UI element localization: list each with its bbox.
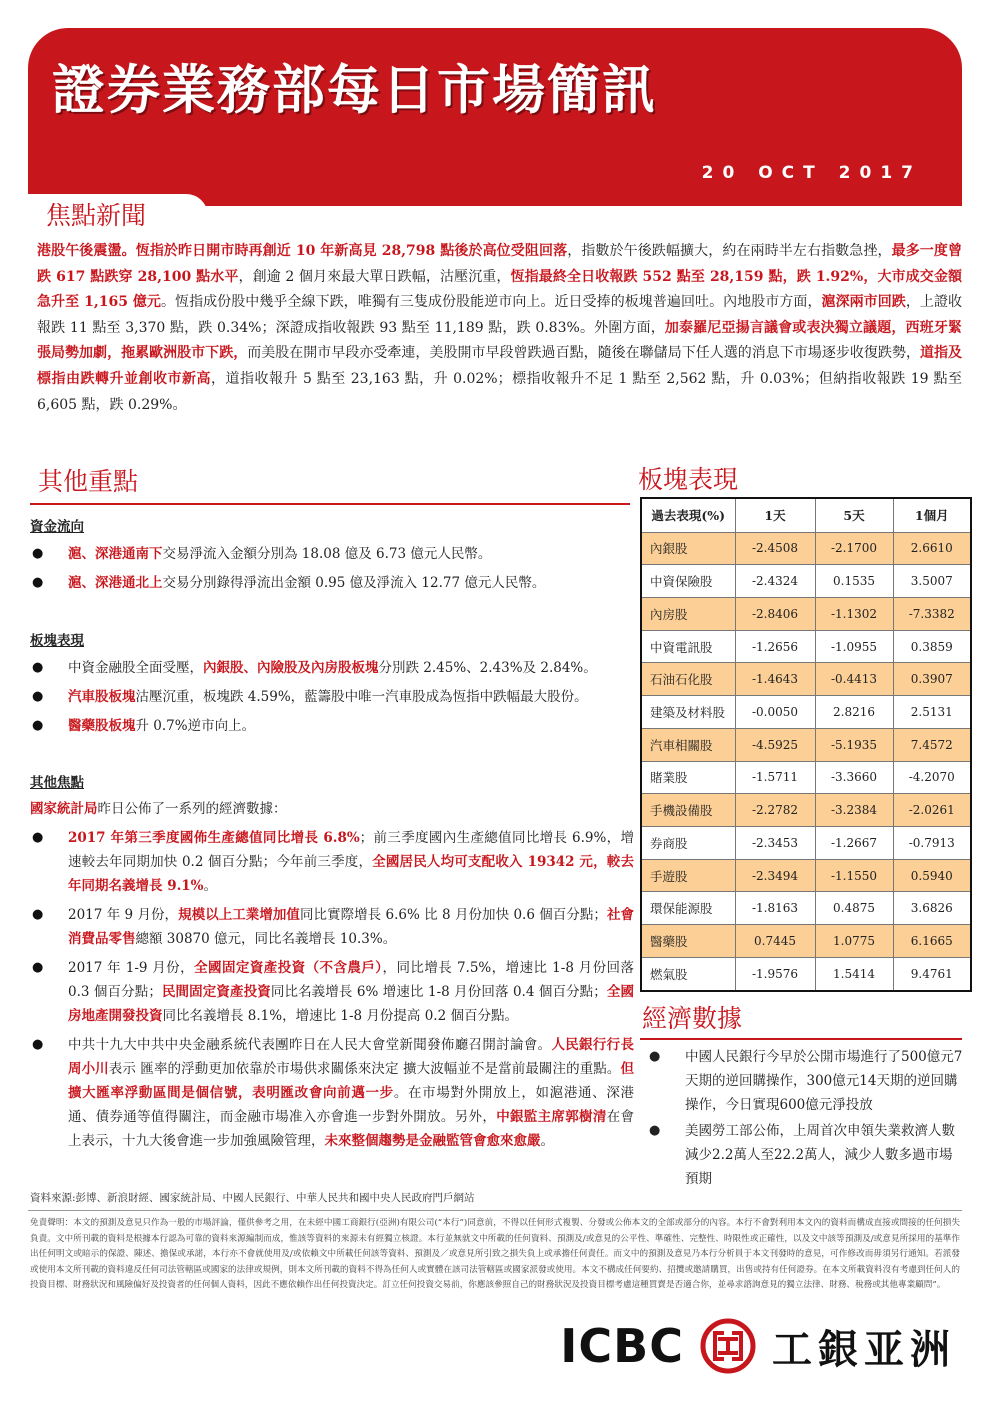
body-text: 中共十九大中共中央金融系統代表團昨日在人民大會堂新聞發佈廳召開討論會。	[68, 1037, 552, 1053]
focus-news-paragraph	[37, 239, 962, 418]
table-header-row	[641, 498, 971, 532]
sector-value-cell: 0.3859	[893, 630, 971, 663]
sector-value-cell: 0.5940	[893, 859, 971, 892]
logo-wordmark-en: ICBC	[560, 1319, 684, 1373]
table-row	[641, 663, 971, 696]
sector-value-cell: -0.0050	[735, 696, 815, 729]
other-focus-title: 其他焦點	[30, 775, 84, 791]
sector-value-cell: -1.2667	[815, 826, 893, 859]
sector-name-cell: 手機設備股	[641, 794, 735, 827]
table-row	[641, 859, 971, 892]
sector-value-cell: -0.7913	[893, 826, 971, 859]
sector-name-cell: 醫藥股	[641, 925, 735, 958]
capital-flow-title: 資金流向	[30, 519, 84, 535]
report-date: 20 OCT 2017	[701, 163, 922, 183]
table-row	[641, 630, 971, 663]
sector-value-cell: -1.4643	[735, 663, 815, 696]
highlight-text: 道指及標指由跌轉升並創收市新高	[37, 345, 963, 387]
bullet-icon: ●	[32, 546, 44, 561]
body-text: ，道指收報升 5 點至 23,163 點，升 0.02%；標指收報升不足 1 點至 2,562 點，升 0.03%；但納指收報跌 19 點至 6,605 點，跌 0.29%。	[37, 370, 963, 413]
focus-news-heading: 焦點新聞	[46, 201, 147, 230]
highlight-text: 規模以上工業增加值	[178, 907, 300, 923]
list-item	[30, 656, 634, 680]
economic-data-list	[645, 1045, 963, 1193]
highlight-text: 社會消費品零售	[68, 907, 635, 947]
sector-value-cell: -7.3382	[893, 597, 971, 630]
capital-flow-list	[30, 542, 634, 600]
bullet-icon: ●	[649, 1049, 661, 1064]
list-item	[30, 542, 634, 566]
sector-value-cell: 2.8216	[815, 696, 893, 729]
highlight-text: 滬、深港通北上	[68, 575, 163, 591]
sector-table-heading: 板塊表現	[638, 465, 739, 494]
sector-value-cell: -2.0261	[893, 794, 971, 827]
highlight-text: 民間固定資產投資	[161, 984, 271, 1000]
bullet-icon: ●	[32, 718, 44, 733]
sector-value-cell: 2.6610	[893, 532, 971, 565]
highlight-text: 2017 年第三季度國佈生產總值同比增長 6.8%	[68, 830, 360, 846]
sector-name-cell: 環保能源股	[641, 892, 735, 925]
table-row	[641, 794, 971, 827]
other-points-rule	[30, 503, 630, 505]
sector-value-cell: -3.2384	[815, 794, 893, 827]
table-header-cell: 過去表現(%)	[641, 498, 735, 532]
body-text: 。在市場對外開放上，如滬港通、深港通、債券通等值得關注，而金融市場准入亦會進一步對外開放。另外，	[68, 1085, 635, 1125]
body-text: 昨日公佈了一系列的經濟數據：	[97, 801, 287, 817]
highlight-text: 滬、深港通南下	[68, 546, 163, 562]
body-text: 同比名義增長 8.1%，增速比 1-8 月份提高 0.2 個百分點。	[162, 1008, 518, 1024]
highlight-text: 全國房地產開發投資	[68, 984, 635, 1024]
sector-value-cell: 6.1665	[893, 925, 971, 958]
sector-value-cell: -1.2656	[735, 630, 815, 663]
highlight-text: 但擴大匯率浮動區間是個信號，表明匯改會向前邁一步	[68, 1061, 634, 1101]
sector-value-cell: 0.4875	[815, 892, 893, 925]
highlight-text: 滬深兩市回跌	[821, 294, 906, 311]
list-item	[30, 685, 634, 709]
icbc-logo	[560, 1318, 956, 1374]
other-focus-intro	[30, 798, 287, 820]
sector-value-cell: 2.5131	[893, 696, 971, 729]
body-text: 。	[540, 1133, 554, 1149]
sector-name-cell: 中資保險股	[641, 565, 735, 598]
sector-name-cell: 手遊股	[641, 859, 735, 892]
body-text: 。	[203, 878, 218, 894]
sector-name-cell: 汽車相關股	[641, 728, 735, 761]
sector-name-cell: 券商股	[641, 826, 735, 859]
body-text: ；前三季度國內生產總值同比增長 6.9%，增速較去年同期加快 0.2 個百分點；今年前三季度，	[68, 830, 634, 870]
table-row	[641, 761, 971, 794]
sector-value-cell: -2.4508	[735, 532, 815, 565]
sector-name-cell: 燃氣股	[641, 957, 735, 991]
sector-value-cell: -2.1700	[815, 532, 893, 565]
sector-value-cell: 0.3907	[893, 663, 971, 696]
table-row	[641, 892, 971, 925]
bullet-icon: ●	[32, 830, 44, 845]
highlight-text: 全國固定資產投資（不含農戶）	[194, 960, 383, 976]
sector-value-cell: -1.1302	[815, 597, 893, 630]
sector-title: 板塊表現	[30, 633, 84, 649]
highlight-text: 內銀股、內險股及內房股板塊	[203, 660, 379, 676]
icbc-emblem-icon	[700, 1318, 756, 1374]
sector-value-cell: -2.3494	[735, 859, 815, 892]
table-row	[641, 826, 971, 859]
highlight-text: 醫藥股板塊	[68, 718, 136, 734]
list-item	[30, 714, 634, 738]
bullet-icon: ●	[32, 1037, 44, 1052]
sector-value-cell: 1.5414	[815, 957, 893, 991]
sector-value-cell: 7.4572	[893, 728, 971, 761]
data-source: 資料來源:彭博、新浪財經、國家統計局、中國人民銀行、中華人民共和國中央人民政府門戶網站	[30, 1192, 475, 1204]
body-text: ，指數於午後跌幅擴大，約在兩時半左右指數急挫，	[567, 243, 892, 259]
body-text: 同比實際增長 6.6% 比 8 月份加快 0.6 個百分點；	[299, 907, 607, 923]
economic-data-text: 美國勞工部公佈，上周首次申領失業救濟人數減少2.2萬人至22.2萬人，減少人數多過市場預期	[685, 1123, 955, 1187]
highlight-text: 加泰羅尼亞揚言議會或表決獨立議題，西班牙緊張局勢加劇，拖累歐洲股市下跌，	[37, 319, 962, 362]
disclaimer-text: 免責聲明：本文的預測及意見只作為一般的市場評論，僅供參考之用，在未經中國工商銀行(亞洲)有限公司(“本行”)同意前，不得以任何形式複製、分發或公佈本文的全部或部分的內容。本行不會對利用本文內的資料而構成直接或間接的任何損失負責。文中所刊載的資料是根據本行認為可靠的資料來源編制而成，惟該等資料的來源未有經獨立核證。本行並無就文中所載的任何資料、預測及/或意見的公平性、準確性、完整性、時限性或正確性，以及文中該等預測及/或意見所採用的基準作出任何明文或暗示的保證、陳述、擔保或承諾，本行亦不會就使用及/或依賴文中所載任何該等資料、預測及／或意見所引致之損失負上或承擔任何責任。而文中的預測及意見乃本行分析員于本文刊發時的意見，可作修改而毋須另行通知。若派發或使用本文所刊載的資料違反任何司法管轄區或國家的法律或規例，則本文所刊載的資料不得為任何人或實體在該司法管轄區或國家派發或使用。本文不構成任何要約、招攬或邀請購買，出售或持有任何證券。在本文所載資料沒有考慮到任何人的投資目標、財務狀況和風險偏好及投資者的任何個人資料，因此不應依賴作出任何投資決定。訂立任何投資交易前，你應該參照自己的財務狀況及投資目標考慮這種買賣是否適合你，並尋求諮詢意見的獨立法律、財務、稅務或其他專業顧問”。	[30, 1218, 960, 1290]
sector-value-cell: -1.0955	[815, 630, 893, 663]
bullet-icon: ●	[32, 689, 44, 704]
highlight-text: 國家統計局	[30, 801, 98, 817]
list-item	[30, 826, 634, 898]
sector-name-cell: 石油石化股	[641, 663, 735, 696]
sector-value-cell: -4.2070	[893, 761, 971, 794]
bullet-icon: ●	[649, 1123, 661, 1138]
economic-data-rule	[640, 1038, 962, 1040]
sector-value-cell: -2.2782	[735, 794, 815, 827]
other-points-heading: 其他重點	[38, 467, 139, 496]
economic-data-heading: 經濟數據	[642, 1004, 743, 1033]
table-header-cell: 1個月	[893, 498, 971, 532]
body-text: 分別跌 2.45%、2.43%及 2.84%。	[378, 660, 597, 676]
disclaimer-divider	[28, 1210, 962, 1211]
highlight-text: 恆指最終全日收報跌 552 點至 28,159 點，跌 1.92%，大市成交金額急升至 1,165 億元	[37, 268, 962, 311]
highlight-text: 全國居民人均可支配收入 19342 元，較去年同期名義增長 9.1%	[68, 854, 634, 894]
body-text: 總額 30870 億元，同比名義增長 10.3%。	[135, 931, 397, 947]
table-row	[641, 532, 971, 565]
sector-name-cell: 賭業股	[641, 761, 735, 794]
table-row	[641, 597, 971, 630]
highlight-text: 未來整個趨勢是金融監管會愈來愈嚴	[324, 1133, 541, 1149]
list-item	[30, 903, 634, 951]
body-text: 2017 年 1-9 月份，	[68, 960, 195, 976]
table-row	[641, 957, 971, 991]
body-text: 表示 匯率的浮動更加依靠於市場供求關係來決定 擴大波幅並不是當前最關注的重點。	[108, 1061, 621, 1077]
table-row	[641, 696, 971, 729]
sector-value-cell: 9.4761	[893, 957, 971, 991]
bullet-icon: ●	[32, 907, 44, 922]
sector-name-cell: 內房股	[641, 597, 735, 630]
list-item	[30, 571, 634, 595]
list-item	[645, 1045, 963, 1117]
highlight-text: 汽車股板塊	[68, 689, 136, 705]
bullet-icon: ●	[32, 960, 44, 975]
sector-list	[30, 656, 634, 743]
sector-name-cell: 內銀股	[641, 532, 735, 565]
sector-value-cell: 1.0775	[815, 925, 893, 958]
table-row	[641, 728, 971, 761]
list-item	[30, 956, 634, 1028]
sector-value-cell: -2.3453	[735, 826, 815, 859]
body-text: ，創逾 2 個月來最大單日跌幅，沽壓沉重，	[238, 268, 511, 285]
sector-value-cell: -1.9576	[735, 957, 815, 991]
highlight-text: 人民銀行行長周小川	[68, 1037, 634, 1077]
body-text: 。恆指成份股中幾乎全線下跌，唯獨有三隻成份股能逆市向上。近日受捧的板塊普遍回吐。內地股市方面，	[160, 294, 822, 311]
sector-value-cell: -1.1550	[815, 859, 893, 892]
body-text: 同比名義增長 6% 增速比 1-8 月份回落 0.4 個百分點；	[270, 984, 607, 1000]
table-row	[641, 925, 971, 958]
sector-name-cell: 建築及材料股	[641, 696, 735, 729]
body-text: 而美股在開市早段亦受牽連，美股開市早段曾跌過百點，隨後在聯儲局下任人選的消息下市場逐步收復跌勢，	[247, 345, 920, 362]
bullet-icon: ●	[32, 575, 44, 590]
highlight-text: 最多一度曾跌 617 點跌穿 28,100 點水平	[37, 243, 963, 285]
body-text: 升 0.7%逆市向上。	[135, 718, 256, 734]
sector-value-cell: -2.4324	[735, 565, 815, 598]
list-item	[30, 1033, 634, 1153]
body-text: 交易分別錄得淨流出金額 0.95 億及淨流入 12.77 億元人民幣。	[162, 575, 546, 591]
sector-value-cell: 3.5007	[893, 565, 971, 598]
sector-value-cell: -0.4413	[815, 663, 893, 696]
table-header-cell: 1天	[735, 498, 815, 532]
body-text: 交易淨流入金額分別為 18.08 億及 6.73 億元人民幣。	[162, 546, 492, 562]
bullet-icon: ●	[32, 660, 44, 675]
body-text: ，同比增長 7.5%，增速比 1-8 月份回落 0.3 個百分點；	[68, 960, 634, 1000]
sector-value-cell: 0.7445	[735, 925, 815, 958]
highlight-text: 港股午後震盪。恆指於昨日開市時再創近 10 年新高見 28,798 點後於高位受阻回落	[37, 243, 568, 259]
sector-value-cell: 3.6826	[893, 892, 971, 925]
body-text: 中資金融股全面受壓，	[68, 660, 203, 676]
sector-value-cell: -3.3660	[815, 761, 893, 794]
list-item	[645, 1119, 963, 1191]
sector-value-cell: -1.8163	[735, 892, 815, 925]
table-row	[641, 565, 971, 598]
sector-value-cell: -4.5925	[735, 728, 815, 761]
sector-value-cell: 0.1535	[815, 565, 893, 598]
highlight-text: 中銀監主席郭樹清	[496, 1109, 607, 1125]
sector-value-cell: -5.1935	[815, 728, 893, 761]
sector-value-cell: -2.8406	[735, 597, 815, 630]
body-text: 沽壓沉重，板塊跌 4.59%，藍籌股中唯一汽車股成為恆指中跌幅最大股份。	[135, 689, 588, 705]
sector-value-cell: -1.5711	[735, 761, 815, 794]
other-focus-list	[30, 826, 634, 1158]
sector-name-cell: 中資電訊股	[641, 630, 735, 663]
body-text: 在會上表示，十九大後會進一步加強風險管理，	[68, 1109, 634, 1149]
logo-wordmark-zh: 工銀亚洲	[772, 1326, 956, 1373]
table-header-cell: 5天	[815, 498, 893, 532]
body-text: 2017 年 9 月份，	[68, 907, 179, 923]
economic-data-text: 中國人民銀行今早於公開市場進行了500億元7天期的逆回購操作，300億元14天期的逆回購操作，今日實現600億元淨投放	[685, 1049, 963, 1113]
sector-performance-table	[640, 497, 972, 992]
body-text: ，上證收報跌 11 點至 3,370 點，跌 0.34%；深證成指收報跌 93 點至 11,189 點，跌 0.83%。外圍方面，	[37, 294, 963, 336]
page-title: 證券業務部每日市場簡訊	[52, 60, 657, 121]
